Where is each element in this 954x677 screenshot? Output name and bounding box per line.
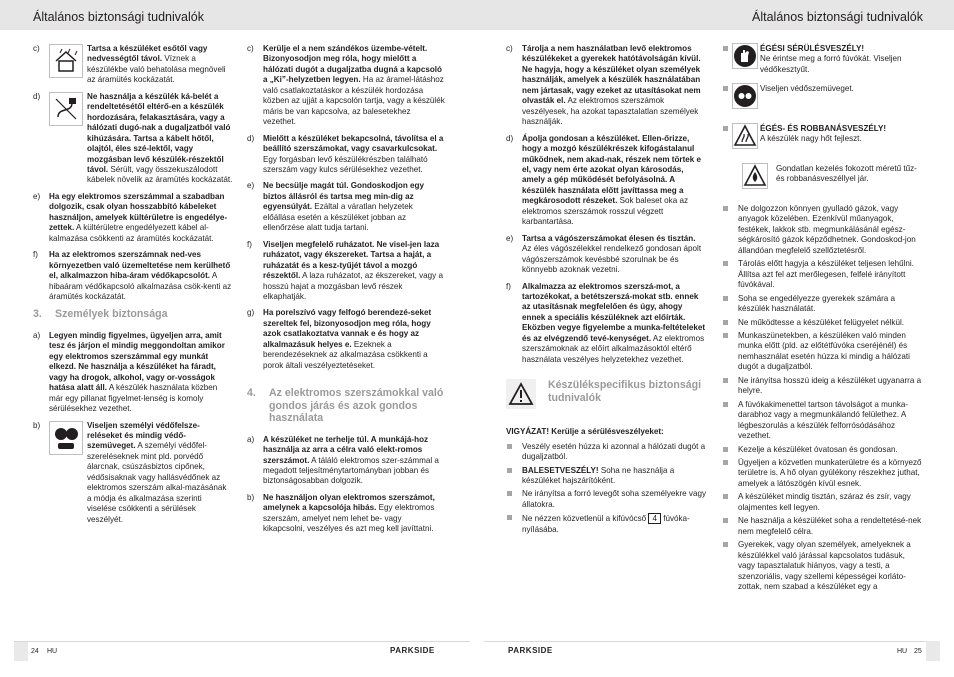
column-2: [247, 44, 445, 541]
safety-goggles-icon: [732, 83, 758, 109]
part-number-box: 4: [648, 513, 661, 524]
page-header: [0, 0, 954, 30]
bullet-item: Veszély esetén húzza ki azonnal a hálózati dugót a dugaljzatból.: [506, 442, 706, 463]
fire-warning-item: Gondatlan kezelés fokozott méretű tűz- és robbanásveszéllyel jár.: [722, 164, 922, 200]
item-c: c) Kerülje el a nem szándékos üzembe-vételt. Bizonyosodjon meg róla, hogy mielőtt a hálózati dugót a dugaljzatba dugná a kapcsoló a „Ki”-helyzetben legyen. Ha az áramel-látáshoz való csatlakoztatáskor a készülék hordozása közben az ujját a kapcsolón tartja, vagy a készülék máris be van kapcsolva, az balesetekhez vezethet.: [247, 44, 445, 127]
right-brand-logo: PARKSIDE: [508, 646, 553, 655]
bullet-item: Ne irányítsa hosszú ideig a készüléket ugyanarra a helyre.: [722, 376, 922, 397]
item-f: f) Viseljen megfelelő ruházatot. Ne visel-jen laza ruházatot, vagy ékszereket. Tartsa a haját, a ruházatát és a kesz-tyűjét távol a mozgó részektől. A laza ruházatot, az ékszereket, vagy a hosszú hajat a mozgásban levő részek elkaphatják.: [247, 239, 443, 301]
right-page-number: 25: [914, 648, 922, 655]
item-e: e) Ne becsülje magát túl. Gondoskodjon egy biztos állásról és tartsa meg min-dig az egyensúlyát. Ezáltal a váratlan helyzetek előállása esetén a készüléket jobban az ellenőrzése alatt tudja tartani.: [247, 181, 425, 233]
column-3: [506, 44, 706, 538]
left-page-number: 24: [31, 648, 39, 655]
left-language: HU: [47, 648, 58, 655]
bullet-item: Ne használja a készüléket soha a rendeltetésé-nek nem megfelelő célra.: [722, 516, 922, 537]
item-c: c) Tartsa a készüléket esőtől vagy nedvességtől távol. Víznek a készülékbe való behatolása megnöveli az áramütés kockázatát.: [33, 44, 226, 85]
device-specific-heading: Készülékspecifikus biztonsági tudnivalók: [506, 379, 706, 415]
bullet-item: BALESETVESZÉLY! Soha ne használja a készüléket hajszárítóként.: [506, 466, 706, 487]
bullet-item: Ne nézzen közvetlenül a kifúvócső 4 fúvóka-nyílásába.: [506, 513, 706, 535]
bullet-item: Ne működtesse a készüléket felügyelet nélkül.: [722, 318, 922, 328]
column-4: [722, 44, 922, 595]
bullet-item: Soha se engedélyezze gyerekek számára a készülék használatát.: [722, 294, 922, 315]
item-d-text: Sérült, vagy összekuszálodott kábelek növelik az áramütés kockázatát.: [87, 164, 233, 185]
item-e: e) Tartsa a vágószerszámokat élesen és tisztán. Az éles vágószélekkel rendelkező gondosan ápolt vágószerszámok kevésbbé szorulnak be és könnyebb azoknak vezetni.: [506, 233, 702, 275]
protective-gear-icon: [49, 421, 83, 455]
item-f: f) Alkalmazza az elektromos szerszá-mot, a tartozékokat, a betétszerszá-mokat stb. ennek az utasításnak megfelelően és úgy, ahogy ennek a speciális készüléknek azt előírták. Eközben vegye figyelembe a munka-feltételeket és az elvégzendő tevé-kenységet. Az elektromos szerszámoknak az előírt alkalmazásoktól eltérő használata veszélyes helyzetekhez vezethet.: [506, 281, 706, 364]
section-4-heading: 4. Az elektromos szerszámokkal való gondos járás és azok gondos használata: [247, 387, 444, 425]
item-f: f) Ha az elektromos szerszámnak ned-ves környezetben való üzemeltetése nem kerülhető el, alkalmazzon hiba-áram védőkapcsolót. A hibaáram védőkapcsoló alkalmazása csök-kenti az áramütés kockázatát.: [33, 250, 232, 301]
bullet-item: Viseljen védőszemüveget.: [722, 84, 922, 120]
fire-hazard-icon: [742, 163, 768, 189]
item-e: e) Ha egy elektromos szerszámmal a szabadban dolgozik, csak olyan hosszabbító kábeleket használjon, amelyek kültérületre is engedélye-zettek. A kültérületre engedélyezett kábel al-kalmazása csökkenti az áramütés kockázatát.: [33, 191, 228, 243]
item-d-bold: Ne használja a készülék ká-belét a rendeltetésétől eltérő-en a készülék hordozására, felakasztására, vagy a hálózati dugó-nak a dugaljzatból való kihúzására. Tartsa a kábelt hőtől, olajtól, éles szé-lektől, vagy mozgásban levő készülék-részektől távol.: [87, 91, 231, 174]
bullet-item: Ne dolgozzon könnyen gyulladó gázok, vagy anyagok közelében. Ezenkívül műanyagok, festékek, lakkok stb. megmunkálásánál egész-ségkárosító gázok képződhetnek. Gondoskod-jon állandóan megfelelő szellőztetésről.: [722, 204, 922, 256]
bullet-item: Ügyeljen a közvetlen munkaterületre és a környező területre is. A hő olyan gyúlékony részekhez juthat, amelyek a látószögén kívül esnek.: [722, 458, 922, 489]
left-page-title: Általános biztonsági tudnivalók: [33, 10, 204, 24]
right-footer-line: [484, 641, 940, 642]
caution-line: VIGYÁZAT! Kerülje a sérülésveszélyeket:: [506, 427, 664, 437]
column-1: [33, 44, 233, 531]
hot-surface-icon: [732, 123, 758, 149]
cable-plug-icon: [49, 92, 83, 126]
item-a: a) A készüléket ne terhelje túl. A munkájá-hoz használja az arra a célra való elekt-romos szerszámot. A táláló elektromos szer-számmal a megadott teljesítménytartományban jobban és biztonságosabban dolgozik.: [247, 434, 439, 486]
item-c-bold: Tartsa a készüléket esőtől vagy nedvességtől távol.: [87, 44, 208, 64]
left-page-number-box: [14, 641, 28, 661]
section-3-heading: 3. Személyek biztonsága: [33, 308, 168, 321]
right-page-title: Általános biztonsági tudnivalók: [752, 10, 923, 24]
bullet-item: A fúvókakimenettel tartson távolságot a munka-darabhoz vagy a megmunkálandó felülethez. A légbeszorulás a készülék felforrósódásához vezethet.: [722, 400, 922, 442]
item-d: d) Ne használja a készülék ká-belét a rendeltetésétől eltérő-en a készülék hordozására, felakasztására, vagy a hálózati dugó-nak a dugaljzatból való kihúzására. Tartsa a kábelt hőtől, olajtól, éles szé-lektől, vagy mozgásban levő készülék-részektől távol. Sérült, vagy összekuszálodott kábelek növelik az áramütés kockázatát.: [33, 91, 233, 185]
warning-triangle-icon: [506, 379, 536, 409]
item-d: d) Mielőtt a készüléket bekapcsolná, távolítsa el a beállító szerszámokat, vagy csavarkulcsokat. Egy forgásban levő készülékrészben található szerszám vagy kulcs sérülésekhez vezethet.: [247, 133, 444, 174]
gloves-icon: [732, 43, 758, 69]
house-rain-icon: [49, 44, 83, 78]
bullet-item: Ne irányítsa a forró levegőt soha személyekre vagy állatokra.: [506, 489, 706, 510]
left-footer-line: [14, 641, 470, 642]
item-b: b) Viseljen személyi védőfelsze-reléseket és mindig védő-szemüveget. A személyi védőfel-szereléseknek mint pld. porvédő álarcnak, csúszásbiztos cipőnek, védősisaknak vagy hallásvédőnek az elektromos szerszám alkal-mazásának a módja és alkalmazása szerinti viselése csökkenti a sérülések veszélyét.: [33, 420, 227, 524]
left-brand-logo: PARKSIDE: [390, 646, 435, 655]
item-a: a) Legyen mindig figyelmes, ügyeljen arra, amit tesz és járjon el mindig meggondoltan amikor egy elektromos szerszámmal egy munkát elkezd. Ne használja a készüléket ha fáradt, vagy ha drogok, alkohol, vagy or-vosságok hatása alatt áll. A készülék használata közben már egy pillanat figyelmet-lenség is komoly sérülésekhez vezethet.: [33, 330, 225, 414]
item-c: c) Tárolja a nem használatban levő elektromos készülékeket a gyerekek hatótávolságán kívül. Ne hagyja, hogy a készüléket olyan személyek használják, amelyek a készülék használatában nem jártasak, vagy ezeket az utasításokat nem olvasták el. Az elektromos szerszámok veszélyesek, ha azokat tapasztalatlan személyek használják.: [506, 44, 701, 127]
item-c-text: Víznek a készülékbe való behatolása megnöveli az áramütés kockázatát.: [87, 54, 226, 85]
bullet-item: Tárolás előtt hagyja a készüléket teljesen lehűlni. Állítsa azt fel azt merőlegesen, felfelé irányított fúvókával.: [722, 259, 922, 290]
right-language: HU: [897, 648, 908, 655]
item-b: b) Ne használjon olyan elektromos szerszámot, amelynek a kapcsolója hibás. Egy elektromos szerszám, amelyet nem lehet be- vagy kikapcsolni, veszélyes és azt meg kell javíttatni.: [247, 492, 435, 534]
bullet-item: Munkaszünetekben, a készüléken való minden munka előtt (pld. az előtétfúvóka cseréjénél) és nemhasználat esetén húzza ki mindig a hálózati dugót a dugaljzatból.: [722, 331, 922, 373]
item-d: d) Ápolja gondosan a készüléket. Ellen-őrizze, hogy a mozgó készülékrészek kifogástalanul működnek, nem akad-nak, részek nem törtek e el, vagy nem érte azokat olyan károsodás, amely a gép működését befolyásolná. A készülék használata előtt javíttassa meg a megkárosodott részeket. Sok baleset oka az elektromos szerszámok rosszul végzett karbantartása.: [506, 133, 702, 227]
right-page-number-box: [926, 641, 940, 661]
item-g: g) Ha porelszívó vagy felfogó berendezé-seket szereltek fel, bizonyosodjon meg róla, hogy azok csatlakoztatva vannak e és hogy az alkalmazásuk helyes e. Ezeknek a berendezéseknek az alkalmazása csökkenti a porok általi veszélyeztetéseket.: [247, 308, 432, 370]
bullet-item: ÉGÉSI SÉRÜLÉSVESZÉLY! Ne érintse meg a forró fúvókát. Viseljen védőkesztyűt.: [722, 44, 922, 80]
bullet-item: Gyerekek, vagy olyan személyek, amelyeknek a készülékkel való járással kapcsolatos tudásuk, vagy tapasztalatuk hiányos, vagy a testi, a szenzoriális, vagy szellemi képességei korláto-zottak, nem szabad a készüléket egy a: [722, 540, 922, 592]
bullet-item: ÉGÉS- ÉS ROBBANÁSVESZÉLY! A készülék nagy hőt fejleszt.: [722, 124, 922, 160]
bullet-item: Kezelje a készüléket óvatosan és gondosan.: [722, 445, 922, 455]
bullet-item: A készüléket mindig tisztán, száraz és zsír, vagy olajmentes kell legyen.: [722, 492, 922, 513]
